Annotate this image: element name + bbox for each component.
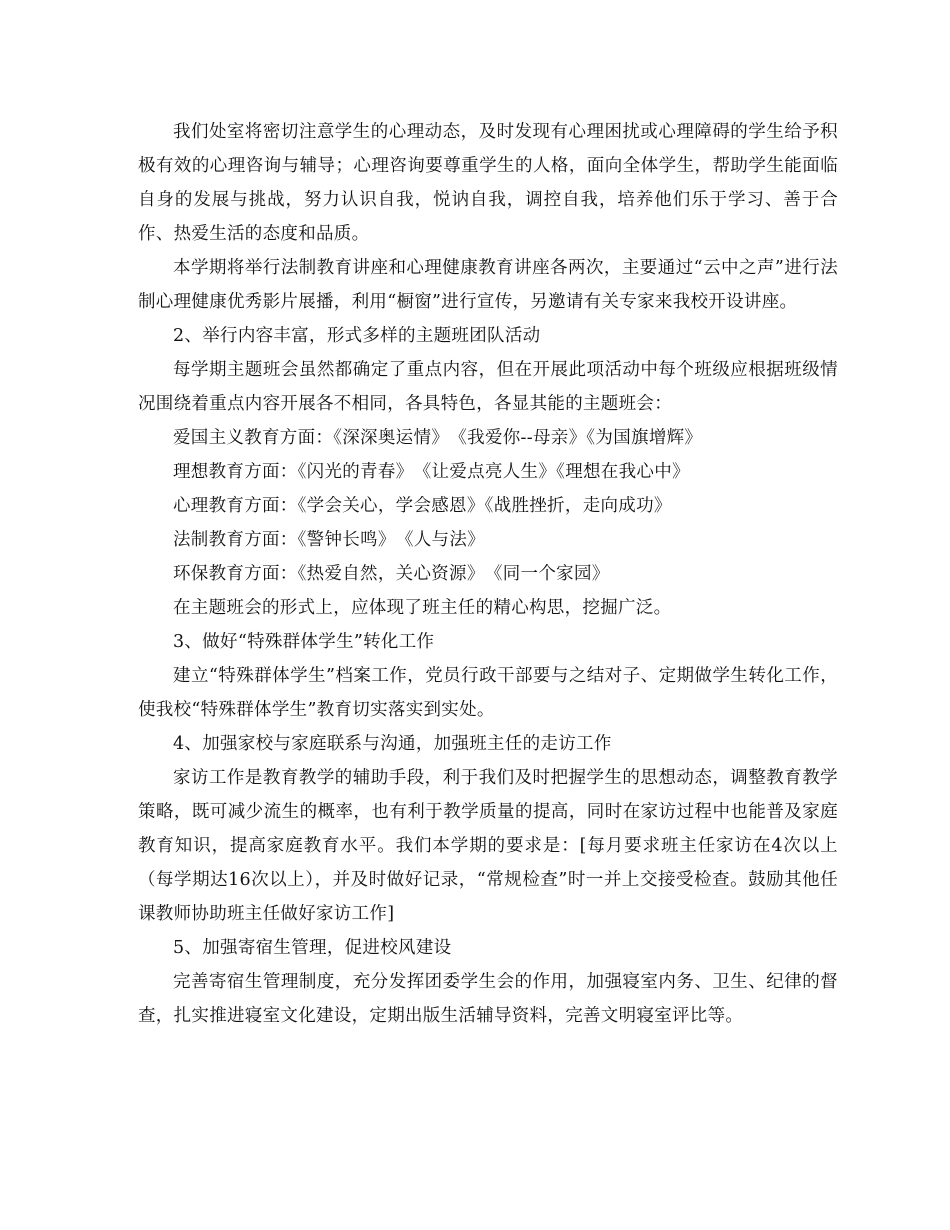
heading-theme-activities: 2、举行内容丰富，形式多样的主题班团队活动: [173, 326, 541, 346]
paragraph-boarding: 完善寄宿生管理制度，充分发挥团委学生会的作用，加强寝室内务、卫生、纪律的督查，扎实推进寝室文化建设，定期出版生活辅导资料，完善文明寝室评比等。: [138, 972, 838, 1026]
paragraph-special-students: 建立“特殊群体学生”档案工作，党员行政干部要与之结对子、定期做学生转化工作，使我校“特殊群体学生”教育切实落实到实处。: [138, 666, 838, 720]
heading-boarding: 5、加强寄宿生管理，促进校风建设: [173, 938, 452, 958]
list-item-ideals: 理想教育方面：《闪光的青春》 《让爱点亮人生》《理想在我心中》: [173, 462, 690, 482]
paragraph-meeting-form: 在主题班会的形式上，应体现了班主任的精心构思，挖掘广泛。: [173, 598, 672, 618]
heading-special-students: 3、做好“特殊群体学生”转化工作: [173, 632, 435, 652]
list-item-legal: 法制教育方面：《警钟长鸣》 《人与法》: [173, 530, 485, 550]
list-item-psychology: 心理教育方面：《学会关心，学会感恩》《战胜挫折，走向成功》: [173, 496, 672, 516]
document-body: [138, 115, 838, 1033]
paragraph-psych-counseling: 我们处室将密切注意学生的心理动态，及时发现有心理困扰或心理障碍的学生给予积极有效的心理咨询与辅导；心理咨询要尊重学生的人格，面向全体学生，帮助学生能面临自身的发展与挑战，努力认识自我，悦讷自我，调控自我，培养他们乐于学习、善于合作、热爱生活的态度和品质。: [138, 122, 838, 244]
paragraph-home-visits: 家访工作是教育教学的辅助手段，利于我们及时把握学生的思想动态，调整教育教学策略，既可减少流生的概率，也有利于教学质量的提高，同时在家访过程中也能普及家庭教育知识，提高家庭教育水平。我们本学期的要求是：[每月要求班主任家访在4次以上（每学期达16次以上），并及时做好记录，“常规检查”时一并上交接受检查。鼓励其他任课教师协助班主任做好家访工作]: [138, 768, 838, 924]
list-item-environment: 环保教育方面：《热爱自然，关心资源》 《同一个家园》: [173, 564, 610, 584]
heading-home-visits: 4、加强家校与家庭联系与沟通，加强班主任的走访工作: [173, 734, 612, 754]
list-item-patriotism: 爱国主义教育方面：《深深奥运情》 《我爱你--母亲》《为国旗增辉》: [173, 428, 703, 448]
paragraph-class-meetings: 每学期主题班会虽然都确定了重点内容，但在开展此项活动中每个班级应根据班级情况围绕着重点内容开展各不相同，各具特色，各显其能的主题班会：: [138, 360, 838, 414]
paragraph-lectures: 本学期将举行法制教育讲座和心理健康教育讲座各两次，主要通过“云中之声”进行法制心理健康优秀影片展播，利用“橱窗”进行宣传，另邀请有关专家来我校开设讲座。: [138, 258, 838, 312]
